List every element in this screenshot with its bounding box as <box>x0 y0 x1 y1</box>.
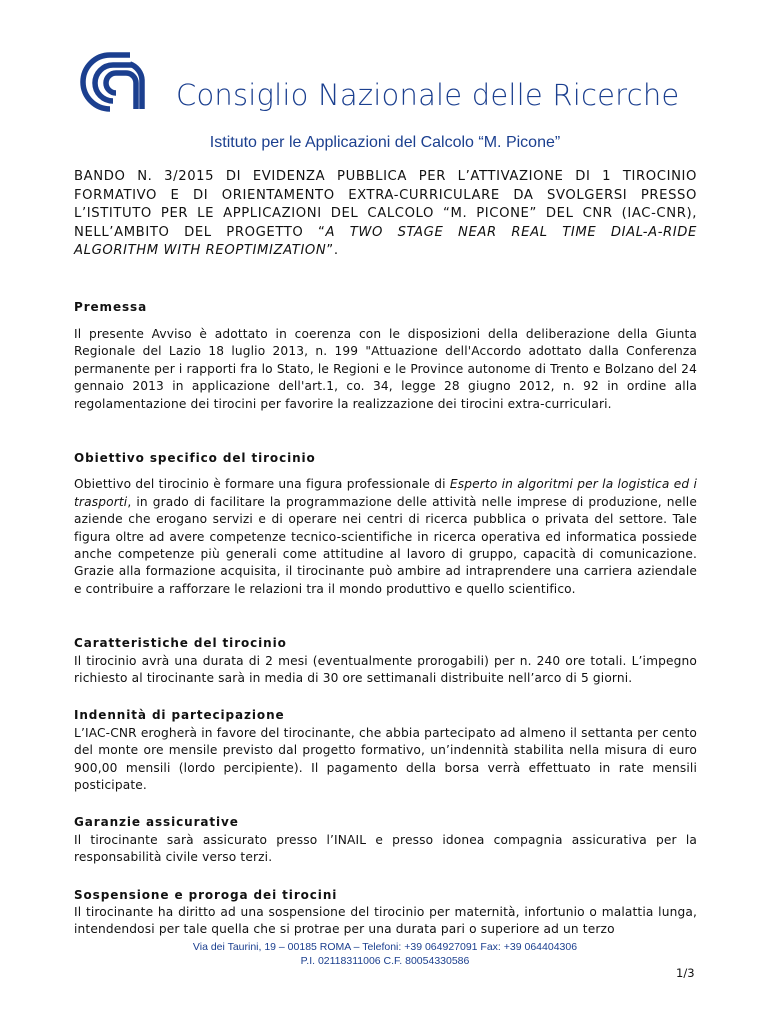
project-title: A TWO STAGE NEAR REAL TIME DIAL-A-RIDE ALGORITHM WITH REOPTIMIZATION <box>74 224 697 258</box>
section-title-premessa: Premessa <box>74 299 148 314</box>
section-body-garanzie: Il tirocinante sarà assicurato presso l’INAIL e presso idonea compagnia assicurativa per la responsabilità civile verso terzi. <box>74 832 697 865</box>
notice-heading-text: BANDO N. 3/2015 DI EVIDENZA PUBBLICA PER L’ATTIVAZIONE DI 1 TIROCINIO FORMATIVO E DI ORIENTAMENTO EXTRA-CURRICULARE DA SVOLGERSI PRESSO L’ISTITUTO PER LE APPLICAZIONI DEL CALCOLO “M. PICONE” DEL CNR (IAC-CNR), NELL’AMBITO DEL PROGETTO “ <box>74 169 697 240</box>
section-title-caratteristiche: Caratteristiche del tirocinio <box>74 636 287 651</box>
section-title-sospensione: Sospensione e proroga dei tirocini <box>74 887 338 902</box>
document-body <box>74 168 697 939</box>
section-title-obiettivo: Obiettivo specifico del tirocinio <box>74 450 316 465</box>
organization-name: Consiglio Nazionale delle Ricerche <box>176 78 680 112</box>
notice-heading <box>74 168 697 261</box>
section-body-premessa: Il presente Avviso è adottato in coerenza con le disposizioni della deliberazione della Giunta Regionale del Lazio 18 luglio 2013, n. 199 "Attuazione dell'Accordo adottato dalla Conferenza permanente per i rapporti fra lo Stato, le Regioni e le Province autonome di Trento e Bolzano del 24 gennaio 2013 in applicazione dell'art.1, co. 34, legge 28 giugno 2012, n. 92 in ordine alla regolamentazione dei tirocini per favorire la realizzazione dei tirocini extra-curriculari. <box>74 326 697 411</box>
section-body-obiettivo <box>74 476 697 598</box>
institute-title: Istituto per le Applicazioni del Calcolo “M. Picone” <box>209 134 561 151</box>
section-body-caratteristiche: Il tirocinio avrà una durata di 2 mesi (eventualmente prorogabili) per n. 240 ore totali. L’impegno richiesto al tirocinante sarà in media di 30 ore settimanali distribuite nell’arco di 5 giorni. <box>74 653 697 685</box>
section-body-indennita: L’IAC-CNR erogherà in favore del tirocinante, che abbia partecipato ad almeno il settanta per cento del monte ore mensile previsto dal progetto formativo, un’indennità stabilita nella misura di euro 900,00 mensili (lordo percipiente). Il pagamento della borsa verrà effettuato in rate mensili posticipate. <box>74 725 697 793</box>
section-title-indennita: Indennità di partecipazione <box>74 708 285 723</box>
footer-tax-ids: P.I. 02118311006 C.F. 80054330586 <box>300 955 470 967</box>
cnr-logo-icon <box>80 52 152 112</box>
section-body-italic: Esperto in algoritmi per la logistica ed i trasporti <box>74 477 697 509</box>
section-body-text: Obiettivo del tirocinio è formare una figura professionale di <box>74 477 450 492</box>
section-body-text: , in grado di facilitare la programmazione delle attività nelle imprese di produzione, nelle aziende che erogano servizi e di operare nei centri di ricerca pubblica o privata del settore. Tale figura oltre ad avere competenze tecnico-scientifiche in ricerca operativa ed informatica possiede anche competenze più generali come attitudine al lavoro di gruppo, capacità di comunicazione. Grazie alla formazione acquisita, il tirocinante può ambire ad intraprendere una carriera aziendale e contribuire a rafforzare le relazioni tra il mondo produttivo e quello scientifico. <box>74 494 697 596</box>
notice-heading-end: ”. <box>326 243 339 258</box>
footer-address: Via dei Taurini, 19 – 00185 ROMA – Telefoni: +39 064927091 Fax: +39 064404306 <box>192 941 578 953</box>
section-body-sospensione: Il tirocinante ha diritto ad una sospensione del tirocinio per maternità, infortunio o malattia lunga, intendendosi per tale quella che si protrae per una durata pari o superiore ad un terzo <box>74 905 697 937</box>
page-number: 1/3 <box>676 966 695 980</box>
section-title-garanzie: Garanzie assicurative <box>74 815 239 830</box>
